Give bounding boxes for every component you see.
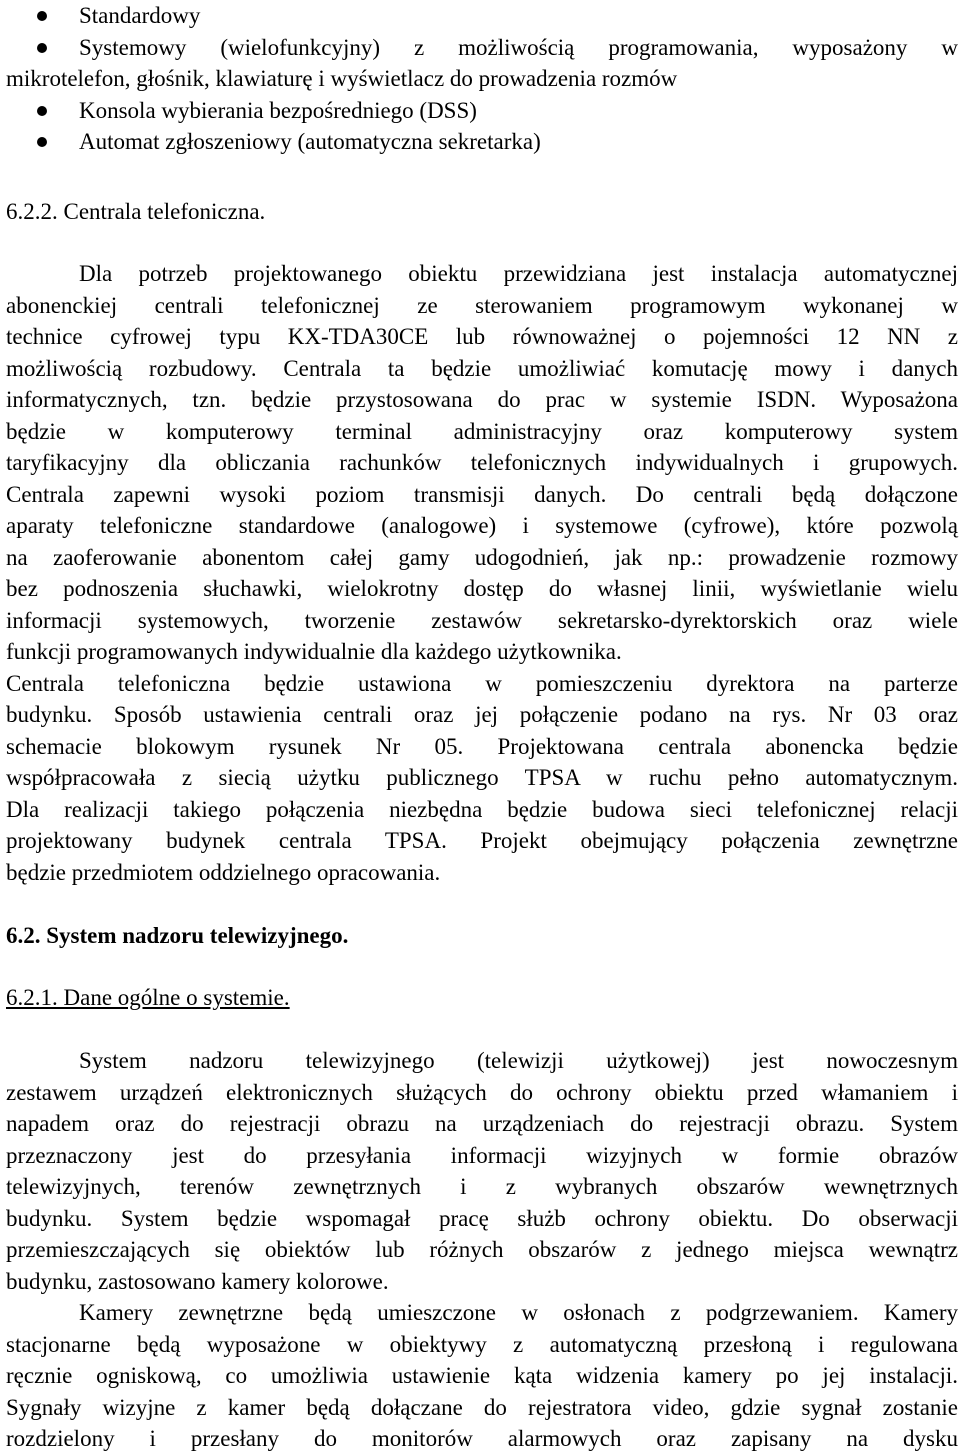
paragraph-line: będzie w komputerowy terminal administracyjny oraz komputerowy system (6, 418, 958, 444)
paragraph-line: budynku. Sposób ustawienia centrali oraz jej połączenie podano na rys. Nr 03 oraz (6, 702, 958, 727)
section-heading-text: 6.2.1. Dane ogólne o systemie. (6, 985, 290, 1010)
paragraph-centrala-location (6, 668, 958, 889)
paragraph-line: Centrala telefoniczna będzie ustawiona w pomieszczeniu dyrektora na parterze (6, 670, 958, 696)
paragraph-line: aparaty telefoniczne standardowe (analogowe) i systemowe (cyfrowe), które pozwolą (6, 513, 958, 538)
bullet-icon (37, 43, 47, 53)
bullet-icon (37, 106, 47, 116)
list-item-text: Standardowy (79, 3, 201, 28)
paragraph-line: telewizyjnych, terenów zewnętrznych i z wybranych obszarów wewnętrznych (6, 1174, 958, 1199)
paragraph-line: Kamery zewnętrzne będą umieszczone w osłonach z podgrzewaniem. Kamery (79, 1300, 958, 1325)
paragraph-line: przemieszczających się obiektów lub różnych obszarów z jednego miejsca wewnątrz (6, 1237, 958, 1262)
list-item-text: Automat zgłoszeniowy (automatyczna sekretarka) (79, 129, 541, 154)
paragraph-line: funkcji programowanych indywidualnie dla każdego użytkownika. (6, 639, 622, 664)
paragraph-line: Dla potrzeb projektowanego obiektu przewidziana jest instalacja automatycznej (79, 261, 958, 286)
paragraph-line: budynku. System będzie wspomagał pracę służb ochrony obiektu. Do obserwacji (6, 1205, 958, 1231)
paragraph-centrala-intro (6, 258, 958, 668)
paragraph-line: Dla realizacji takiego połączenia niezbędna będzie budowa sieci telefonicznej relacji (6, 796, 958, 822)
paragraph-line: informatycznych, tzn. będzie przystosowana do prac w systemie ISDN. Wyposażona (6, 387, 958, 412)
paragraph-line: projektowany budynek centrala TPSA. Projekt obejmujący połączenia zewnętrzne (6, 828, 958, 853)
bullet-icon (37, 11, 47, 21)
paragraph-line: bez podnoszenia słuchawki, wielokrotny dostęp do własnej linii, wyświetlanie wielu (6, 576, 958, 601)
paragraph-cameras (6, 1297, 958, 1455)
list-item (6, 0, 958, 32)
paragraph-line: współpracowała z siecią użytku publicznego TPSA w ruchu pełno automatycznym. (6, 765, 958, 790)
section-heading-6-2-1 (6, 982, 290, 1014)
bullet-icon (37, 137, 47, 147)
list-item (6, 95, 958, 127)
paragraph-line: napadem oraz do rejestracji obrazu na urządzeniach do rejestracji obrazu. System (6, 1111, 958, 1136)
paragraph-line: schemacie blokowym rysunek Nr 05. Projektowana centrala abonencka będzie (6, 733, 958, 759)
paragraph-line: będzie przedmiotem oddzielnego opracowania. (6, 859, 441, 885)
paragraph-line: stacjonarne będą wyposażone w obiektywy z automatyczną przesłoną i regulowana (6, 1331, 958, 1357)
paragraph-line: przeznaczony jest do przesyłania informacji wizyjnych w formie obrazów (6, 1142, 958, 1168)
paragraph-line: budynku, zastosowano kamery kolorowe. (6, 1268, 389, 1294)
list-item-text-continued: mikrotelefon, głośnik, klawiaturę i wyświetlacz do prowadzenia rozmów (6, 66, 678, 91)
bullet-list (6, 0, 958, 158)
paragraph-line: Centrala zapewni wysoki poziom transmisji danych. Do centrali będą dołączone (6, 481, 958, 507)
list-item-text: Systemowy (wielofunkcyjny) z możliwością programowania, wyposażony w (79, 34, 958, 60)
paragraph-line: informacji systemowych, tworzenie zestawów sekretarsko-dyrektorskich oraz wiele (6, 607, 958, 633)
paragraph-line: taryfikacyjny dla obliczania rachunków telefonicznych indywidualnych i grupowych. (6, 450, 958, 475)
paragraph-line: na zaoferowanie abonentom całej gamy udogodnień, jak np.: prowadzenie rozmowy (6, 544, 958, 570)
paragraph-cctv-intro (6, 1045, 958, 1297)
paragraph-line: Sygnały wizyjne z kamer będą dołączane do rejestratora video, gdzie sygnał zostanie (6, 1394, 958, 1420)
list-item (6, 126, 958, 158)
section-heading-6-2: 6.2. System nadzoru telewizyjnego. (6, 923, 349, 948)
section-heading-6-2-2: 6.2.2. Centrala telefoniczna. (6, 199, 266, 224)
paragraph-line: zestawem urządzeń elektronicznych służących do ochrony obiektu przed włamaniem i (6, 1079, 958, 1105)
paragraph-line: System nadzoru telewizyjnego (telewizji użytkowej) jest nowoczesnym (79, 1048, 958, 1073)
paragraph-line: możliwością rozbudowy. Centrala ta będzie umożliwiać komutację mowy i danych (6, 355, 958, 381)
paragraph-line: technice cyfrowej typu KX-TDA30CE lub równoważnej o pojemności 12 NN z (6, 324, 958, 349)
paragraph-line: abonenckiej centrali telefonicznej ze sterowaniem programowym wykonanej w (6, 292, 958, 318)
paragraph-line: ręcznie ogniskową, co umożliwia ustawienie kąta widzenia kamery po jej instalacji. (6, 1363, 958, 1388)
list-item (6, 32, 958, 95)
paragraph-line: rozdzielony i przesłany do monitorów alarmowych oraz zapisany na dysku (6, 1426, 958, 1451)
list-item-text: Konsola wybierania bezpośredniego (DSS) (79, 97, 477, 123)
